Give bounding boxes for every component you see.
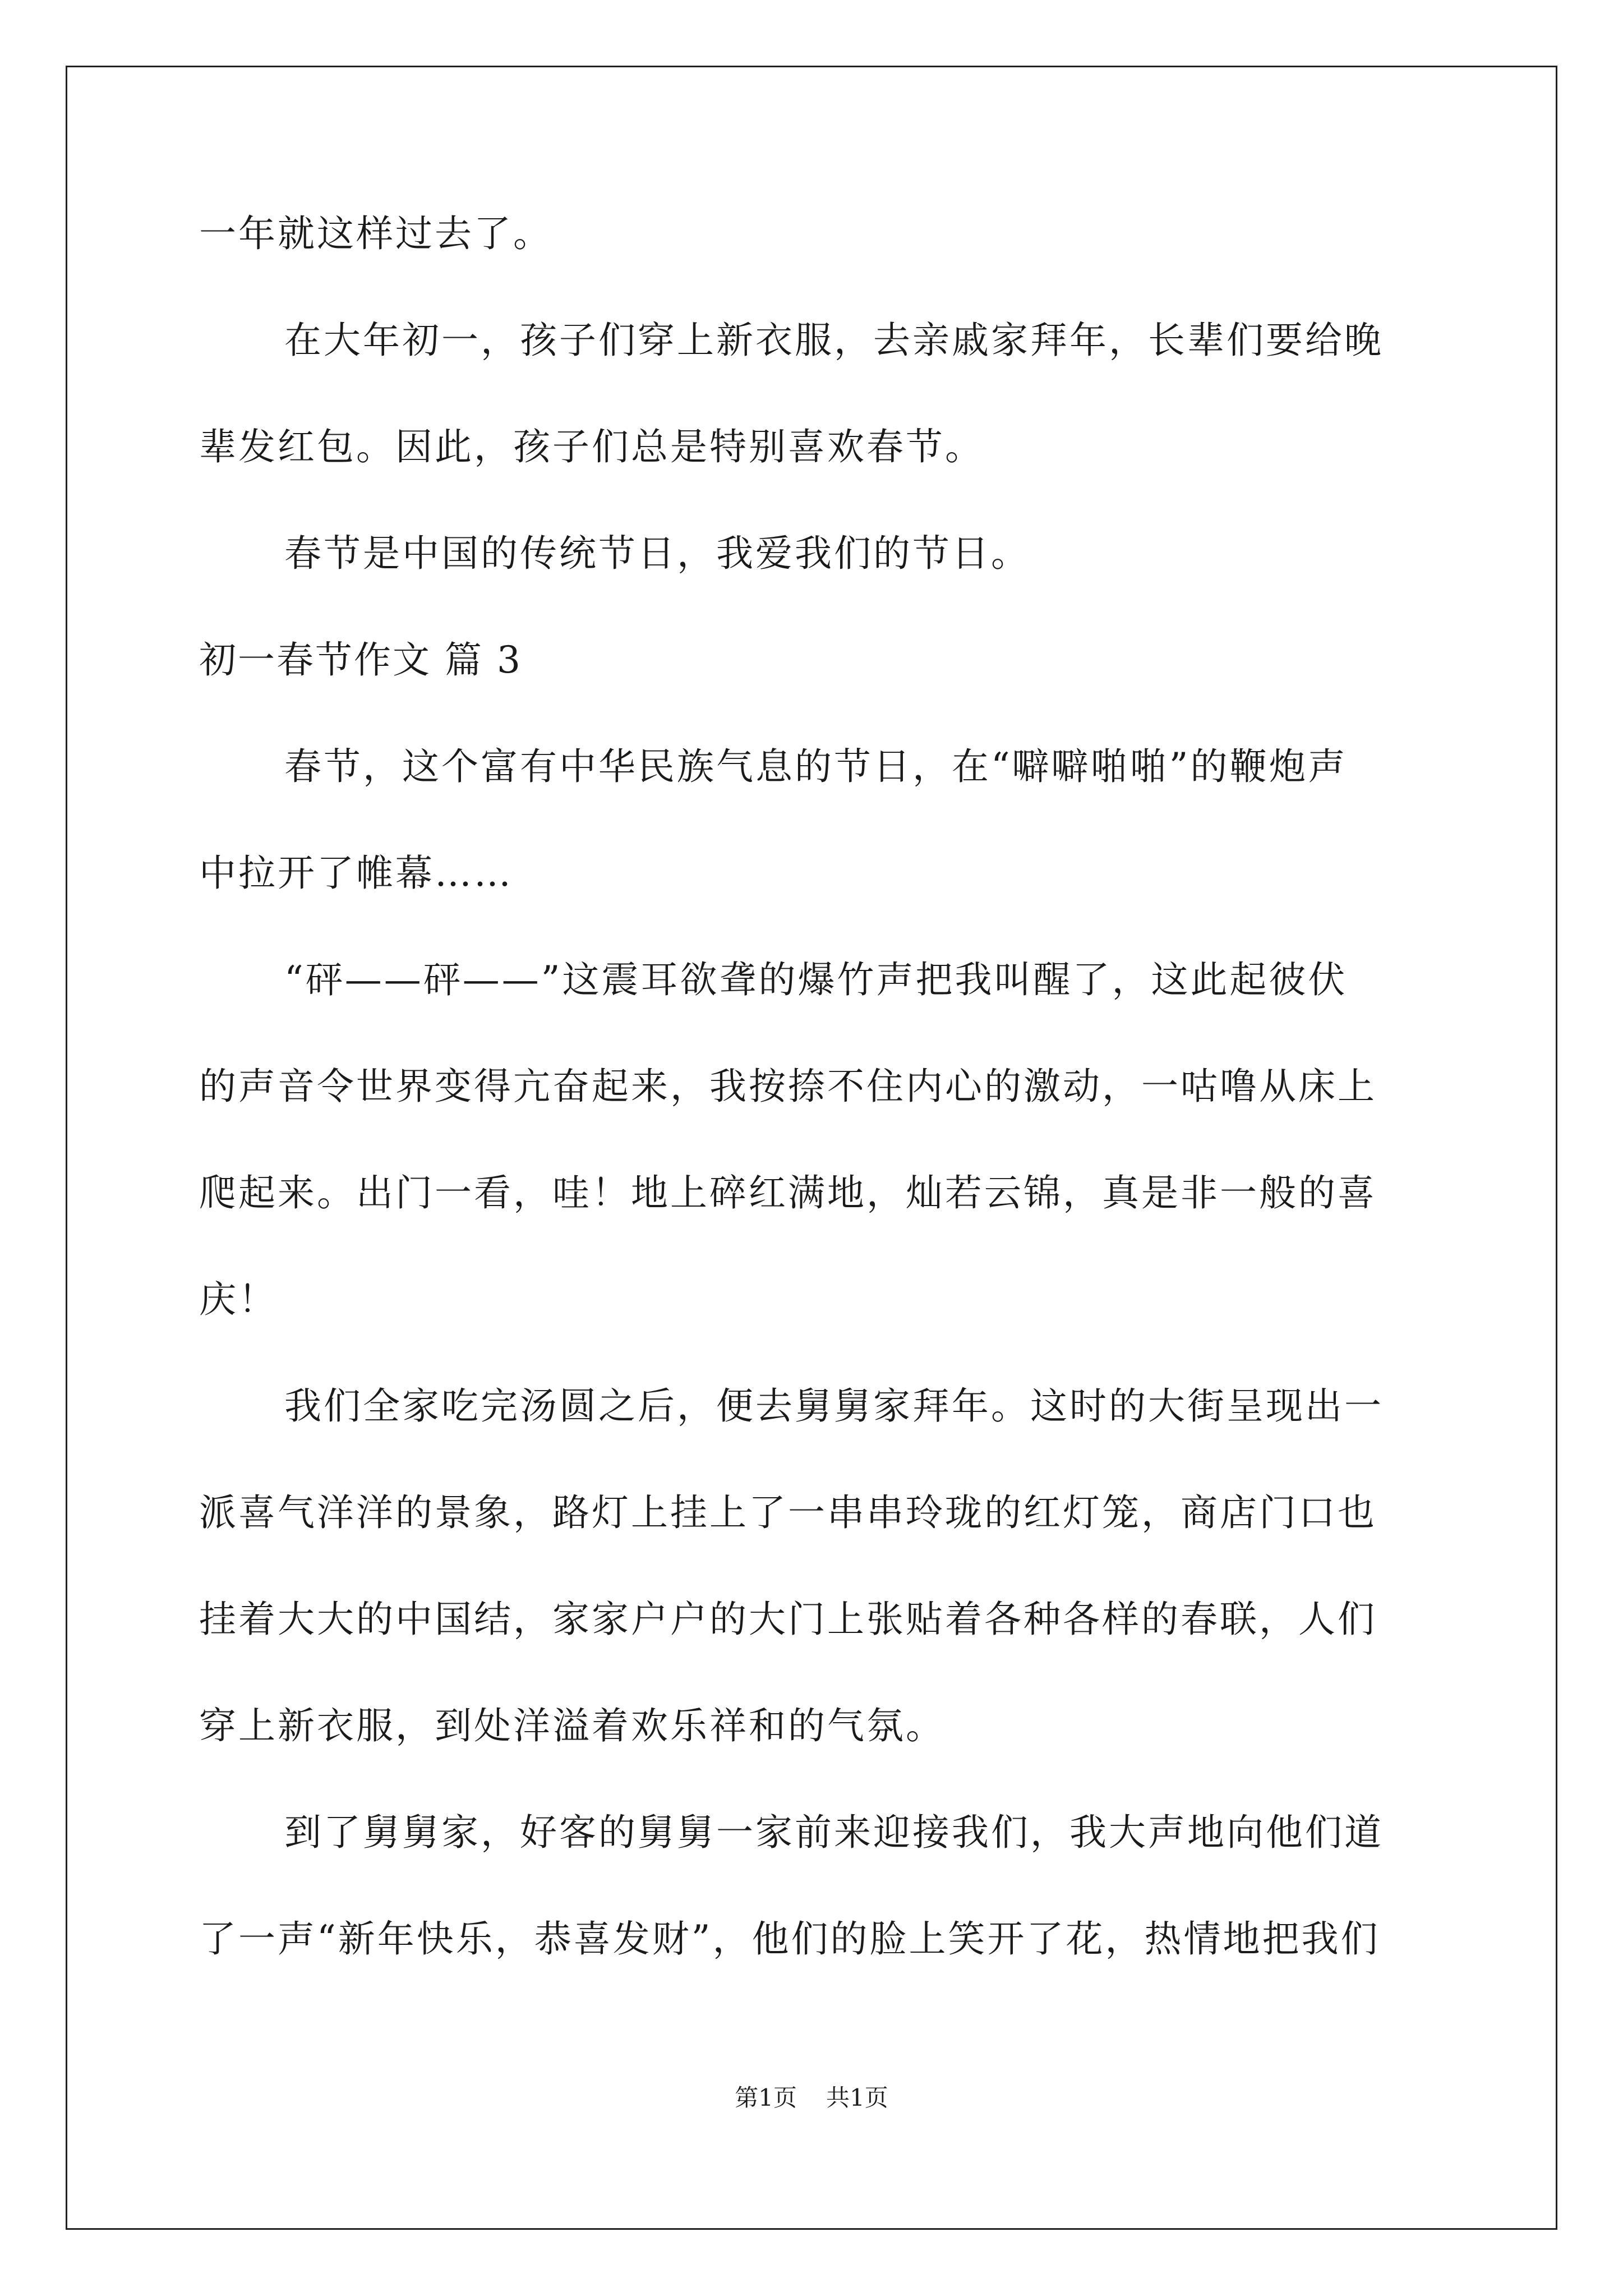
section-heading: 初一春节作文 篇 3 bbox=[199, 638, 522, 682]
text-line: 了一声“新年快乐，恭喜发财”，他们的脸上笑开了花，热情地把我们 bbox=[199, 1917, 1380, 1961]
text-line: 在大年初一，孩子们穿上新衣服，去亲戚家拜年，长辈们要给晚 bbox=[284, 319, 1384, 362]
page-number-total: 共1页 bbox=[826, 2084, 888, 2111]
text-line: 穿上新衣服，到处洋溢着欢乐祥和的气氛。 bbox=[199, 1704, 945, 1747]
text-line: 爬起来。出门一看，哇！地上碎红满地，灿若云锦，真是非一般的喜 bbox=[199, 1171, 1377, 1214]
text-line: 一年就这样过去了。 bbox=[199, 212, 552, 255]
text-line: 春节，这个富有中华民族气息的节日，在“噼噼啪啪”的鞭炮声 bbox=[284, 745, 1348, 788]
text-line: 春节是中国的传统节日，我爱我们的节日。 bbox=[284, 532, 1030, 575]
page-number-current: 第1页 bbox=[735, 2084, 797, 2111]
text-line: 中拉开了帷幕…… bbox=[199, 852, 513, 895]
text-line: 辈发红包。因此，孩子们总是特别喜欢春节。 bbox=[199, 425, 984, 468]
page-border bbox=[66, 66, 1557, 2230]
page-footer bbox=[0, 2081, 1623, 2115]
text-line: “砰——砰——”这震耳欲聋的爆竹声把我叫醒了，这此起彼伏 bbox=[284, 958, 1348, 1001]
text-line: 挂着大大的中国结，家家户户的大门上张贴着各种各样的春联，人们 bbox=[199, 1598, 1377, 1641]
text-line: 庆！ bbox=[199, 1278, 278, 1321]
text-line: 的声音令世界变得亢奋起来，我按捺不住内心的激动，一咕噜从床上 bbox=[199, 1065, 1377, 1108]
text-line: 到了舅舅家，好客的舅舅一家前来迎接我们，我大声地向他们道 bbox=[284, 1811, 1384, 1854]
text-line: 派喜气洋洋的景象，路灯上挂上了一串串玲珑的红灯笼，商店门口也 bbox=[199, 1491, 1377, 1534]
text-line: 我们全家吃完汤圆之后，便去舅舅家拜年。这时的大街呈现出一 bbox=[284, 1384, 1384, 1428]
